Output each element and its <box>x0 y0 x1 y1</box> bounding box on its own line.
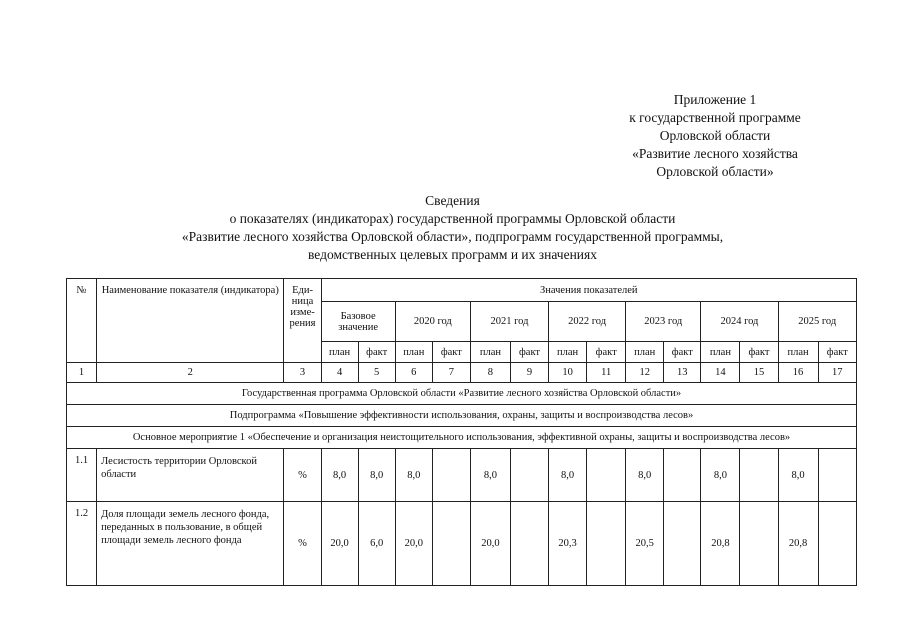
header-period-2021: 2021 год <box>470 302 548 342</box>
header-fact: факт <box>664 342 701 363</box>
value-cell: 20,0 <box>395 502 432 586</box>
header-plan: план <box>395 342 432 363</box>
value-cell <box>664 449 701 502</box>
header-period-base: Базовое значение <box>321 302 395 342</box>
column-number: 12 <box>626 363 664 383</box>
column-number: 8 <box>470 363 510 383</box>
column-number: 9 <box>510 363 548 383</box>
appendix-line: «Развитие лесного хозяйства <box>632 146 798 161</box>
table-row <box>67 449 857 502</box>
column-number: 5 <box>358 363 395 383</box>
column-number: 13 <box>664 363 701 383</box>
column-number: 14 <box>701 363 740 383</box>
header-plan: план <box>778 342 818 363</box>
header-fact: факт <box>358 342 395 363</box>
header-plan: план <box>701 342 740 363</box>
value-cell <box>587 502 626 586</box>
header-number: № <box>67 279 97 363</box>
heading-line: ведомственных целевых программ и их значениях <box>308 247 597 262</box>
value-cell: 8,0 <box>395 449 432 502</box>
value-cell <box>740 502 778 586</box>
header-fact: факт <box>510 342 548 363</box>
header-unit: Еди-ница изме-рения <box>284 279 321 363</box>
row-unit: % <box>284 502 321 586</box>
header-fact: факт <box>432 342 470 363</box>
value-cell <box>587 449 626 502</box>
column-number: 2 <box>97 363 284 383</box>
value-cell <box>740 449 778 502</box>
heading-line: о показателях (индикаторах) государственной программы Орловской области <box>229 211 676 226</box>
value-cell <box>432 449 470 502</box>
column-number: 10 <box>549 363 587 383</box>
section-state-program: Государственная программа Орловской области «Развитие лесного хозяйства Орловской области» <box>67 383 857 405</box>
value-cell <box>818 449 856 502</box>
header-plan: план <box>626 342 664 363</box>
header-fact: факт <box>587 342 626 363</box>
column-number: 11 <box>587 363 626 383</box>
value-cell: 8,0 <box>549 449 587 502</box>
value-cell: 8,0 <box>778 449 818 502</box>
value-cell: 20,8 <box>778 502 818 586</box>
value-cell: 20,3 <box>549 502 587 586</box>
row-number: 1.1 <box>67 449 97 502</box>
document-heading <box>0 192 905 264</box>
value-cell <box>664 502 701 586</box>
value-cell: 20,8 <box>701 502 740 586</box>
header-period-2023: 2023 год <box>626 302 701 342</box>
appendix-line: Орловской области» <box>656 164 774 179</box>
header-period-2020: 2020 год <box>395 302 470 342</box>
column-number: 15 <box>740 363 778 383</box>
header-plan: план <box>321 342 358 363</box>
value-cell: 6,0 <box>358 502 395 586</box>
section-main-activity: Основное мероприятие 1 «Обеспечение и организация неистощительного использования, эффективной охраны, защиты и воспроизводства лесов» <box>67 427 857 449</box>
column-number: 17 <box>818 363 856 383</box>
header-values: Значения показателей <box>321 279 856 302</box>
value-cell: 8,0 <box>701 449 740 502</box>
column-number: 16 <box>778 363 818 383</box>
header-indicator-name: Наименование показателя (индикатора) <box>97 279 284 363</box>
indicator-name: Доля площади земель лесного фонда, переданных в пользование, в общей площади земель лесного фонда <box>97 502 284 586</box>
column-number: 3 <box>284 363 321 383</box>
heading-line: «Развитие лесного хозяйства Орловской области», подпрограмм государственной программы, <box>181 229 724 244</box>
value-cell: 20,5 <box>626 502 664 586</box>
header-plan: план <box>549 342 587 363</box>
column-number: 1 <box>67 363 97 383</box>
value-cell <box>432 502 470 586</box>
value-cell <box>510 502 548 586</box>
appendix-line: к государственной программе <box>629 110 801 125</box>
value-cell: 8,0 <box>470 449 510 502</box>
row-unit: % <box>284 449 321 502</box>
value-cell <box>510 449 548 502</box>
appendix-line: Приложение 1 <box>673 92 757 107</box>
value-cell: 20,0 <box>321 502 358 586</box>
table-row <box>67 502 857 586</box>
value-cell <box>818 502 856 586</box>
value-cell: 20,0 <box>470 502 510 586</box>
value-cell: 8,0 <box>321 449 358 502</box>
header-period-2024: 2024 год <box>701 302 778 342</box>
header-plan: план <box>470 342 510 363</box>
appendix-line: Орловской области <box>659 128 771 143</box>
column-number: 4 <box>321 363 358 383</box>
value-cell: 8,0 <box>626 449 664 502</box>
section-subprogram: Подпрограмма «Повышение эффективности использования, охраны, защиты и воспроизводства лесов» <box>67 405 857 427</box>
indicators-table <box>66 278 857 586</box>
column-number: 7 <box>432 363 470 383</box>
document-title: Сведения <box>425 193 480 208</box>
header-fact: факт <box>818 342 856 363</box>
header-period-2025: 2025 год <box>778 302 857 342</box>
value-cell: 8,0 <box>358 449 395 502</box>
column-numbers-row <box>67 363 857 383</box>
indicator-name: Лесистость территории Орловской области <box>97 449 284 502</box>
header-fact: факт <box>740 342 778 363</box>
appendix-caption <box>590 91 840 181</box>
header-period-2022: 2022 год <box>549 302 626 342</box>
column-number: 6 <box>395 363 432 383</box>
row-number: 1.2 <box>67 502 97 586</box>
